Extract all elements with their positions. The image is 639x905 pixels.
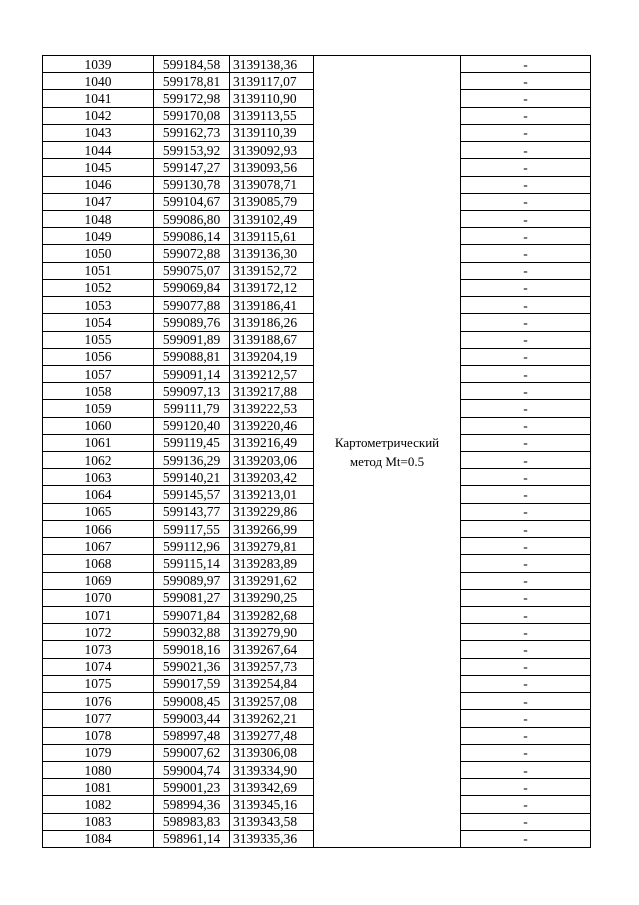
accuracy-value: - bbox=[461, 469, 591, 486]
method-line-1: Картометрический bbox=[334, 434, 440, 450]
accuracy-value: - bbox=[461, 314, 591, 331]
accuracy-value: - bbox=[461, 538, 591, 555]
coordinate-y: 3139115,61 bbox=[230, 228, 314, 245]
coordinate-y: 3139186,26 bbox=[230, 314, 314, 331]
point-number: 1061 bbox=[43, 434, 154, 451]
accuracy-value: - bbox=[461, 90, 591, 107]
accuracy-value: - bbox=[461, 159, 591, 176]
point-number: 1068 bbox=[43, 555, 154, 572]
coordinate-x: 599172,98 bbox=[154, 90, 230, 107]
coordinate-y: 3139291,62 bbox=[230, 572, 314, 589]
point-number: 1049 bbox=[43, 228, 154, 245]
coordinate-y: 3139266,99 bbox=[230, 520, 314, 537]
accuracy-value: - bbox=[461, 796, 591, 813]
coordinate-y: 3139188,67 bbox=[230, 331, 314, 348]
point-number: 1059 bbox=[43, 400, 154, 417]
coordinate-y: 3139257,08 bbox=[230, 693, 314, 710]
coordinate-x: 599184,58 bbox=[154, 56, 230, 73]
accuracy-value: - bbox=[461, 331, 591, 348]
point-number: 1057 bbox=[43, 365, 154, 382]
coordinate-y: 3139085,79 bbox=[230, 193, 314, 210]
accuracy-value: - bbox=[461, 228, 591, 245]
coordinate-y: 3139217,88 bbox=[230, 383, 314, 400]
point-number: 1075 bbox=[43, 675, 154, 692]
method-cell bbox=[314, 56, 461, 848]
coordinate-y: 3139229,86 bbox=[230, 503, 314, 520]
coordinate-x: 599007,62 bbox=[154, 744, 230, 761]
coordinate-x: 598983,83 bbox=[154, 813, 230, 830]
coordinate-y: 3139216,49 bbox=[230, 434, 314, 451]
coordinate-x: 599140,21 bbox=[154, 469, 230, 486]
point-number: 1070 bbox=[43, 589, 154, 606]
coordinate-y: 3139213,01 bbox=[230, 486, 314, 503]
coordinate-x: 599017,59 bbox=[154, 675, 230, 692]
coordinate-x: 599145,57 bbox=[154, 486, 230, 503]
coordinate-y: 3139203,42 bbox=[230, 469, 314, 486]
accuracy-value: - bbox=[461, 142, 591, 159]
point-number: 1074 bbox=[43, 658, 154, 675]
coordinate-y: 3139110,90 bbox=[230, 90, 314, 107]
accuracy-value: - bbox=[461, 262, 591, 279]
accuracy-value: - bbox=[461, 297, 591, 314]
point-number: 1051 bbox=[43, 262, 154, 279]
coordinate-x: 598994,36 bbox=[154, 796, 230, 813]
accuracy-value: - bbox=[461, 279, 591, 296]
accuracy-value: - bbox=[461, 830, 591, 847]
coordinate-y: 3139306,08 bbox=[230, 744, 314, 761]
accuracy-value: - bbox=[461, 503, 591, 520]
point-number: 1060 bbox=[43, 417, 154, 434]
point-number: 1066 bbox=[43, 520, 154, 537]
point-number: 1065 bbox=[43, 503, 154, 520]
coordinate-y: 3139282,68 bbox=[230, 607, 314, 624]
coordinate-y: 3139220,46 bbox=[230, 417, 314, 434]
coordinate-y: 3139212,57 bbox=[230, 365, 314, 382]
accuracy-value: - bbox=[461, 520, 591, 537]
coordinate-y: 3139117,07 bbox=[230, 73, 314, 90]
accuracy-value: - bbox=[461, 813, 591, 830]
coordinate-x: 599003,44 bbox=[154, 710, 230, 727]
point-number: 1042 bbox=[43, 107, 154, 124]
coordinate-x: 599032,88 bbox=[154, 624, 230, 641]
point-number: 1076 bbox=[43, 693, 154, 710]
coordinate-x: 599091,89 bbox=[154, 331, 230, 348]
accuracy-value: - bbox=[461, 555, 591, 572]
coordinate-x: 599104,67 bbox=[154, 193, 230, 210]
coordinate-x: 598961,14 bbox=[154, 830, 230, 847]
coordinate-x: 599119,45 bbox=[154, 434, 230, 451]
point-number: 1043 bbox=[43, 124, 154, 141]
coordinate-y: 3139345,16 bbox=[230, 796, 314, 813]
accuracy-value: - bbox=[461, 56, 591, 73]
coordinate-x: 599008,45 bbox=[154, 693, 230, 710]
accuracy-value: - bbox=[461, 348, 591, 365]
coordinate-x: 599143,77 bbox=[154, 503, 230, 520]
point-number: 1045 bbox=[43, 159, 154, 176]
coordinate-x: 599115,14 bbox=[154, 555, 230, 572]
accuracy-value: - bbox=[461, 107, 591, 124]
point-number: 1084 bbox=[43, 830, 154, 847]
point-number: 1046 bbox=[43, 176, 154, 193]
point-number: 1039 bbox=[43, 56, 154, 73]
point-number: 1055 bbox=[43, 331, 154, 348]
accuracy-value: - bbox=[461, 400, 591, 417]
coordinate-y: 3139204,19 bbox=[230, 348, 314, 365]
coordinate-y: 3139257,73 bbox=[230, 658, 314, 675]
coordinates-table bbox=[42, 55, 591, 848]
coordinate-x: 599075,07 bbox=[154, 262, 230, 279]
coordinate-x: 599117,55 bbox=[154, 520, 230, 537]
coordinate-y: 3139290,25 bbox=[230, 589, 314, 606]
point-number: 1062 bbox=[43, 452, 154, 469]
point-number: 1078 bbox=[43, 727, 154, 744]
point-number: 1040 bbox=[43, 73, 154, 90]
coordinate-y: 3139172,12 bbox=[230, 279, 314, 296]
accuracy-value: - bbox=[461, 607, 591, 624]
coordinate-y: 3139152,72 bbox=[230, 262, 314, 279]
point-number: 1058 bbox=[43, 383, 154, 400]
point-number: 1079 bbox=[43, 744, 154, 761]
accuracy-value: - bbox=[461, 641, 591, 658]
accuracy-value: - bbox=[461, 486, 591, 503]
coordinate-x: 599153,92 bbox=[154, 142, 230, 159]
coordinate-y: 3139203,06 bbox=[230, 452, 314, 469]
coordinate-y: 3139222,53 bbox=[230, 400, 314, 417]
coordinate-y: 3139343,58 bbox=[230, 813, 314, 830]
accuracy-value: - bbox=[461, 434, 591, 451]
accuracy-value: - bbox=[461, 452, 591, 469]
coordinate-y: 3139102,49 bbox=[230, 210, 314, 227]
point-number: 1072 bbox=[43, 624, 154, 641]
coordinate-x: 599120,40 bbox=[154, 417, 230, 434]
accuracy-value: - bbox=[461, 675, 591, 692]
coordinate-y: 3139267,64 bbox=[230, 641, 314, 658]
coordinate-x: 599111,79 bbox=[154, 400, 230, 417]
coordinates-table-body bbox=[43, 56, 591, 848]
accuracy-value: - bbox=[461, 365, 591, 382]
point-number: 1056 bbox=[43, 348, 154, 365]
coordinate-y: 3139262,21 bbox=[230, 710, 314, 727]
accuracy-value: - bbox=[461, 176, 591, 193]
coordinate-x: 599112,96 bbox=[154, 538, 230, 555]
point-number: 1082 bbox=[43, 796, 154, 813]
coordinate-x: 599072,88 bbox=[154, 245, 230, 262]
coordinate-y: 3139254,84 bbox=[230, 675, 314, 692]
point-number: 1077 bbox=[43, 710, 154, 727]
coordinate-x: 599001,23 bbox=[154, 779, 230, 796]
table-row bbox=[43, 56, 591, 73]
point-number: 1063 bbox=[43, 469, 154, 486]
point-number: 1081 bbox=[43, 779, 154, 796]
point-number: 1050 bbox=[43, 245, 154, 262]
coordinate-x: 599018,16 bbox=[154, 641, 230, 658]
coordinate-y: 3139334,90 bbox=[230, 761, 314, 778]
accuracy-value: - bbox=[461, 245, 591, 262]
point-number: 1053 bbox=[43, 297, 154, 314]
point-number: 1069 bbox=[43, 572, 154, 589]
coordinate-y: 3139113,55 bbox=[230, 107, 314, 124]
coordinate-y: 3139335,36 bbox=[230, 830, 314, 847]
method-line-2: метод Mt=0.5 bbox=[349, 453, 425, 469]
coordinate-x: 599147,27 bbox=[154, 159, 230, 176]
accuracy-value: - bbox=[461, 779, 591, 796]
coordinate-x: 599136,29 bbox=[154, 452, 230, 469]
coordinate-x: 599081,27 bbox=[154, 589, 230, 606]
coordinate-y: 3139078,71 bbox=[230, 176, 314, 193]
coordinate-x: 599086,80 bbox=[154, 210, 230, 227]
coordinate-y: 3139110,39 bbox=[230, 124, 314, 141]
accuracy-value: - bbox=[461, 417, 591, 434]
coordinate-x: 598997,48 bbox=[154, 727, 230, 744]
accuracy-value: - bbox=[461, 693, 591, 710]
coordinate-x: 599021,36 bbox=[154, 658, 230, 675]
coordinate-x: 599086,14 bbox=[154, 228, 230, 245]
coordinate-x: 599097,13 bbox=[154, 383, 230, 400]
point-number: 1080 bbox=[43, 761, 154, 778]
coordinate-x: 599178,81 bbox=[154, 73, 230, 90]
accuracy-value: - bbox=[461, 193, 591, 210]
coordinate-x: 599071,84 bbox=[154, 607, 230, 624]
coordinate-y: 3139279,81 bbox=[230, 538, 314, 555]
coordinate-x: 599091,14 bbox=[154, 365, 230, 382]
coordinate-y: 3139138,36 bbox=[230, 56, 314, 73]
point-number: 1044 bbox=[43, 142, 154, 159]
point-number: 1047 bbox=[43, 193, 154, 210]
coordinate-x: 599004,74 bbox=[154, 761, 230, 778]
coordinate-x: 599088,81 bbox=[154, 348, 230, 365]
coordinate-x: 599170,08 bbox=[154, 107, 230, 124]
point-number: 1073 bbox=[43, 641, 154, 658]
accuracy-value: - bbox=[461, 761, 591, 778]
coordinate-x: 599162,73 bbox=[154, 124, 230, 141]
coordinate-y: 3139283,89 bbox=[230, 555, 314, 572]
coordinate-x: 599069,84 bbox=[154, 279, 230, 296]
coordinate-x: 599130,78 bbox=[154, 176, 230, 193]
accuracy-value: - bbox=[461, 727, 591, 744]
accuracy-value: - bbox=[461, 624, 591, 641]
accuracy-value: - bbox=[461, 383, 591, 400]
accuracy-value: - bbox=[461, 210, 591, 227]
point-number: 1071 bbox=[43, 607, 154, 624]
point-number: 1054 bbox=[43, 314, 154, 331]
accuracy-value: - bbox=[461, 73, 591, 90]
accuracy-value: - bbox=[461, 744, 591, 761]
point-number: 1083 bbox=[43, 813, 154, 830]
coordinate-y: 3139342,69 bbox=[230, 779, 314, 796]
coordinate-y: 3139279,90 bbox=[230, 624, 314, 641]
accuracy-value: - bbox=[461, 710, 591, 727]
point-number: 1048 bbox=[43, 210, 154, 227]
coordinate-y: 3139092,93 bbox=[230, 142, 314, 159]
point-number: 1052 bbox=[43, 279, 154, 296]
accuracy-value: - bbox=[461, 658, 591, 675]
coordinate-y: 3139186,41 bbox=[230, 297, 314, 314]
coordinate-y: 3139093,56 bbox=[230, 159, 314, 176]
coordinate-y: 3139136,30 bbox=[230, 245, 314, 262]
point-number: 1041 bbox=[43, 90, 154, 107]
point-number: 1067 bbox=[43, 538, 154, 555]
accuracy-value: - bbox=[461, 572, 591, 589]
accuracy-value: - bbox=[461, 589, 591, 606]
coordinate-y: 3139277,48 bbox=[230, 727, 314, 744]
point-number: 1064 bbox=[43, 486, 154, 503]
accuracy-value: - bbox=[461, 124, 591, 141]
coordinate-x: 599077,88 bbox=[154, 297, 230, 314]
coordinate-x: 599089,97 bbox=[154, 572, 230, 589]
coordinate-x: 599089,76 bbox=[154, 314, 230, 331]
